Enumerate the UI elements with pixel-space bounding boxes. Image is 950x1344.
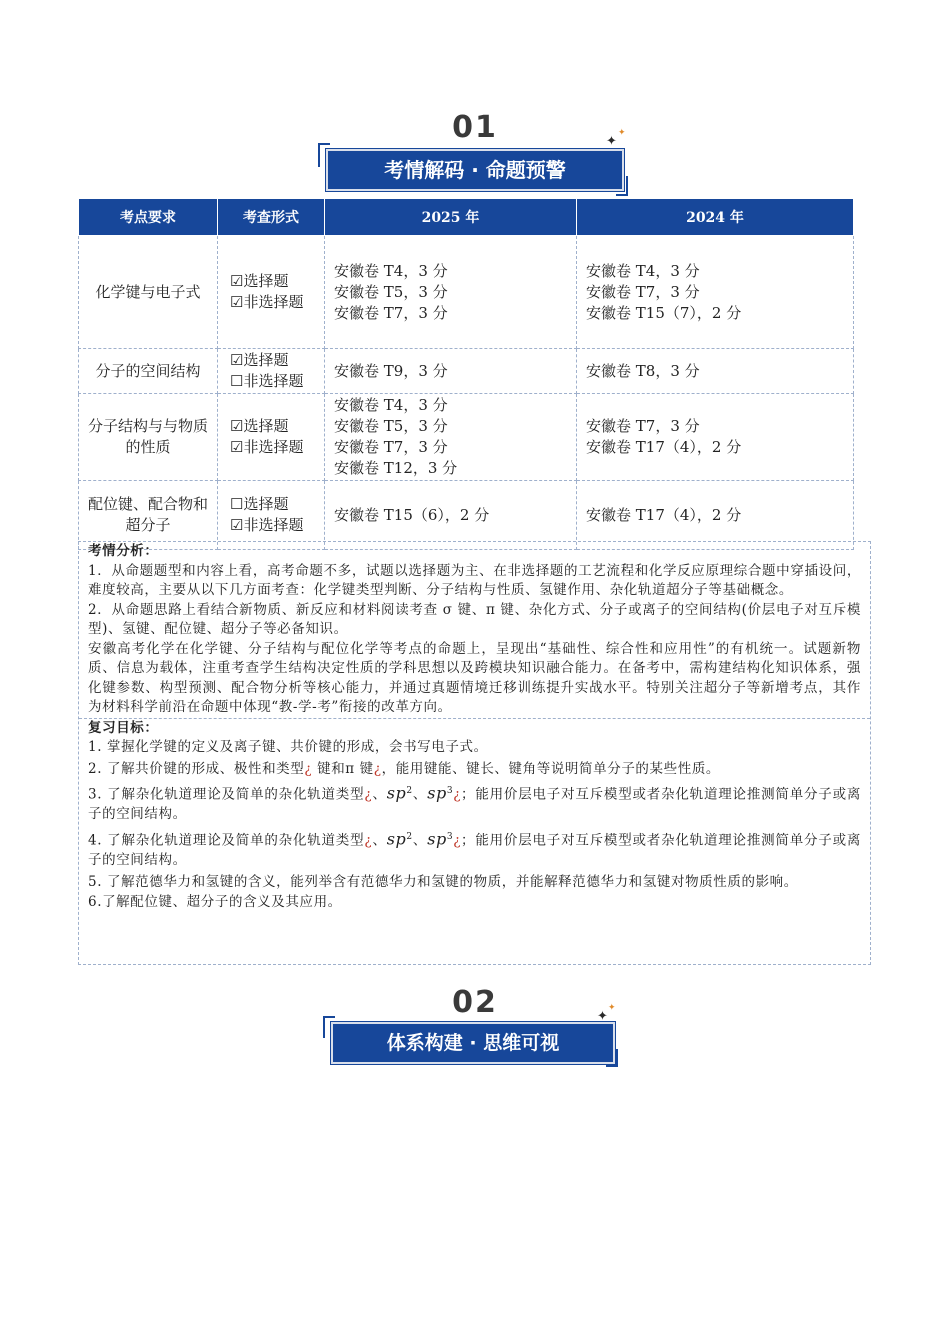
goal-item: 3. 了解杂化轨道理论及简单的杂化轨道类型¿、$sp^2$、$sp^3¿$；能用价层电子对互斥模型或者杂化轨道理论推测简单分子或离子的空间结构。 <box>88 783 861 822</box>
table-row <box>79 349 854 394</box>
sparkle-icon-small: ✦ <box>608 1003 616 1013</box>
form-cell: ☑选择题 ☑非选择题 <box>218 394 325 481</box>
header-form: 考查形式 <box>218 199 325 236</box>
goals-heading: 复习目标： <box>88 719 159 736</box>
year-2025-cell: 安徽卷 T4，3 分 安徽卷 T5，3 分 安徽卷 T7，3 分 <box>325 236 577 349</box>
year-2024-cell: 安徽卷 T7，3 分 安徽卷 T17（4），2 分 <box>577 394 854 481</box>
bracket-bottom-right <box>616 176 628 196</box>
analysis-paragraph: 安徽高考化学在化学键、分子结构与配位化学等考点的命题上，呈现出“基础性、综合性和应用性”的有机统一。试题新物质、信息为载体，注重考查学生结构决定性质的学科思想以及跨模块知识融合能力。在备考中，需构建结构化知识体系，强化键参数、构型预测、配合物分析等核心能力，并通过真题情境迁移训练提升实战水平。特别关注超分子等新增考点，其作为材料科学前沿在命题中体现“教-学-考”衔接的改革方向。 <box>88 640 861 715</box>
year-2024-cell: 安徽卷 T4，3 分 安徽卷 T7，3 分 安徽卷 T15（7），2 分 <box>577 236 854 349</box>
exam-table <box>78 198 854 550</box>
form-cell: ☐选择题 ☑非选择题 <box>218 481 325 550</box>
analysis-paragraph: 2．从命题思路上看结合新物质、新反应和材料阅读考查 σ 键、π 键、杂化方式、分子或离子的空间结构(价层电子对互斥模型)、氢键、配位键、超分子等必备知识。 <box>88 601 861 637</box>
form-cell: ☑选择题 ☑非选择题 <box>218 236 325 349</box>
section-title: 考情解码 · 命题预警 <box>326 149 624 191</box>
table-row <box>79 394 854 481</box>
section-banner-01 <box>0 110 950 200</box>
header-topic: 考点要求 <box>79 199 218 236</box>
goal-item: 2. 了解共价键的形成、极性和类型¿ 键和π 键¿，能用键能、键长、键角等说明简单分子的某些性质。 <box>88 760 721 777</box>
analysis-heading: 考情分析： <box>88 543 159 559</box>
goal-item: 5. 了解范德华力和氢键的含义，能列举含有范德华力和氢键的物质，并能解释范德华力和氢键对物质性质的影响。 <box>88 874 798 890</box>
bracket-bottom-right <box>606 1049 618 1067</box>
sparkle-icon: ✦ <box>597 1009 608 1024</box>
year-2025-cell: 安徽卷 T15（6），2 分 <box>325 481 577 550</box>
table-row <box>79 236 854 349</box>
section-banner-02 <box>0 985 950 1075</box>
section-title: 体系构建 · 思维可视 <box>331 1022 615 1064</box>
section-number: 02 <box>452 985 498 1020</box>
header-2025: 2025 年 <box>325 199 577 236</box>
topic-cell: 化学键与电子式 <box>79 236 218 349</box>
sparkle-icon: ✦ <box>606 134 617 149</box>
topic-cell: 配位键、配合物和超分子 <box>79 481 218 550</box>
header-2024: 2024 年 <box>577 199 854 236</box>
goal-item: 1. 掌握化学键的定义及离子键、共价键的形成，会书写电子式。 <box>88 739 488 755</box>
sparkle-icon-small: ✦ <box>618 128 626 138</box>
topic-cell: 分子的空间结构 <box>79 349 218 394</box>
year-2025-cell: 安徽卷 T4，3 分 安徽卷 T5，3 分 安徽卷 T7，3 分 安徽卷 T12，3 分 <box>325 394 577 481</box>
analysis-box <box>78 541 871 965</box>
goal-item: 4. 了解杂化轨道理论及简单的杂化轨道类型¿、$sp^2$、$sp^3¿$；能用价层电子对互斥模型或者杂化轨道理论推测简单分子或离子的空间结构。 <box>88 829 861 868</box>
table-header-row <box>79 199 854 236</box>
table-row <box>79 481 854 550</box>
year-2024-cell: 安徽卷 T17（4），2 分 <box>577 481 854 550</box>
goal-item: 6.了解配位键、超分子的含义及其应用。 <box>88 893 342 910</box>
topic-cell: 分子结构与与物质的性质 <box>79 394 218 481</box>
form-cell: ☑选择题 ☐非选择题 <box>218 349 325 394</box>
section-number: 01 <box>452 110 498 145</box>
analysis-paragraph: 1．从命题题型和内容上看，高考命题不多，试题以选择题为主、在非选择题的工艺流程和化学反应原理综合题中穿插设问，难度较高，主要从以下几方面考查：化学键类型判断、分子结构与性质、氢键作用、杂化轨道超分子等基础概念。 <box>88 562 861 598</box>
year-2025-cell: 安徽卷 T9，3 分 <box>325 349 577 394</box>
year-2024-cell: 安徽卷 T8，3 分 <box>577 349 854 394</box>
